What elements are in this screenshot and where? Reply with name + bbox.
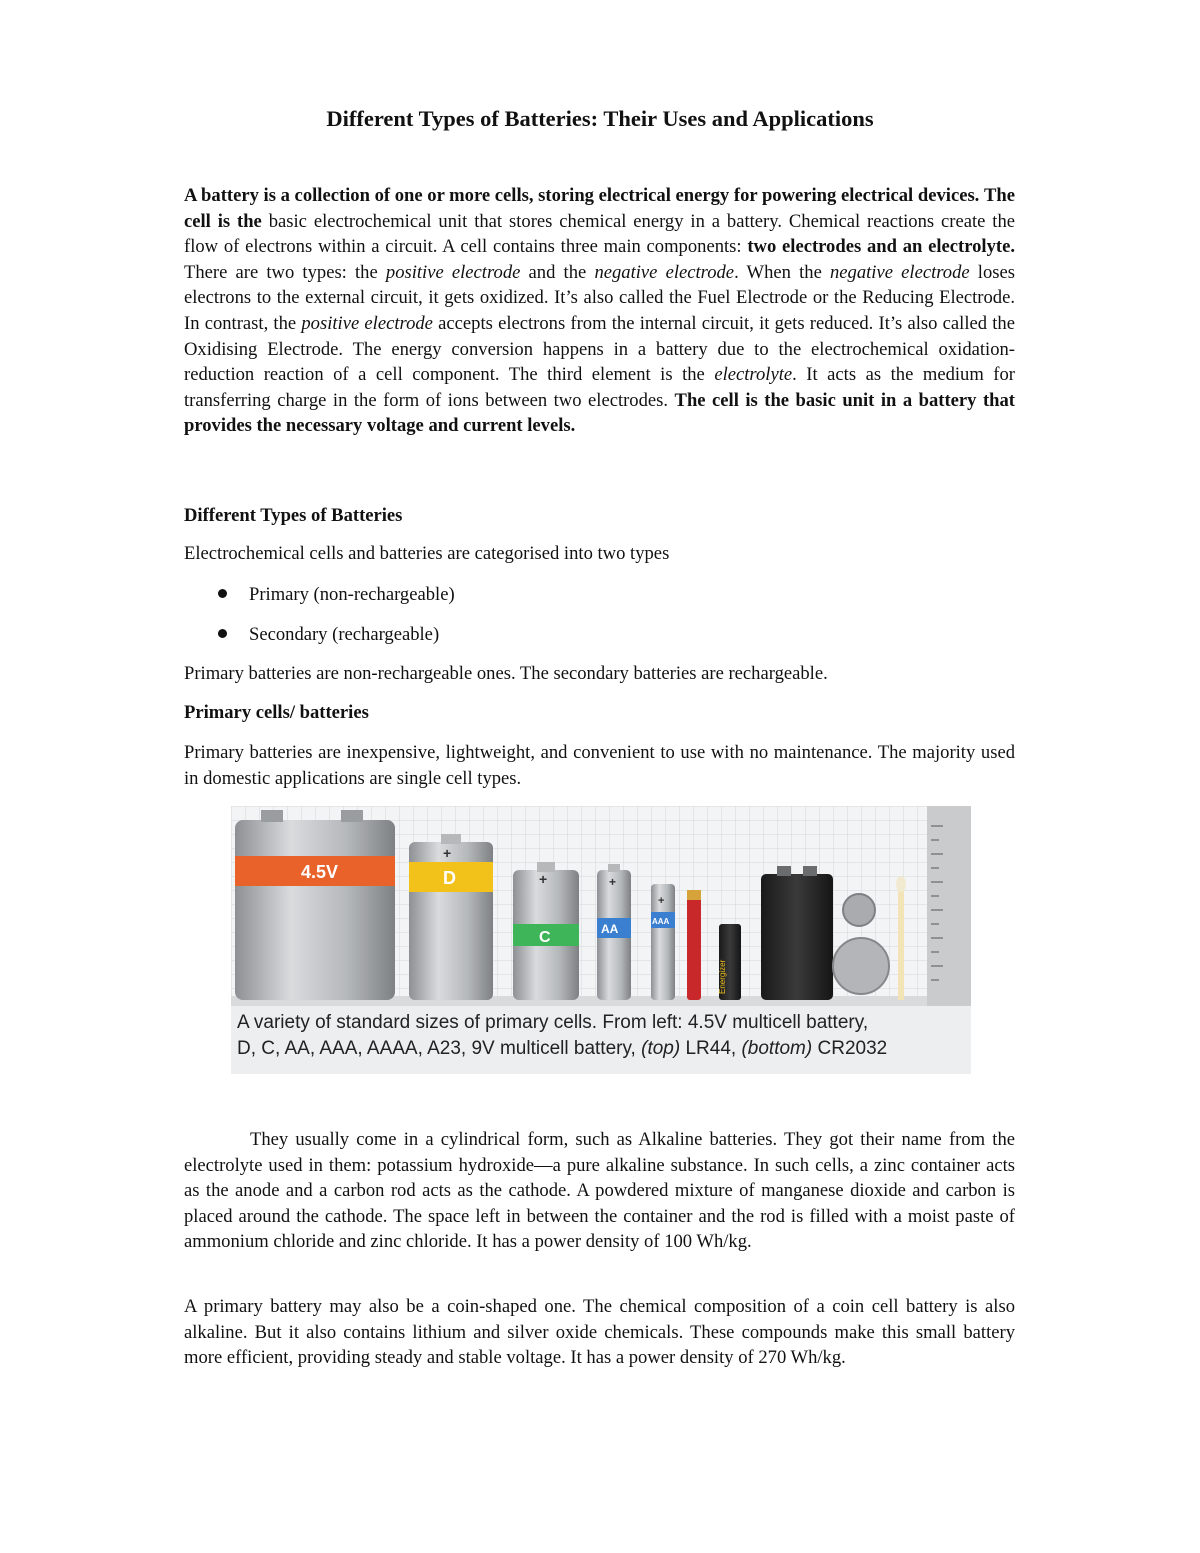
label-plus-aaa: +: [658, 895, 665, 907]
types-heading: Different Types of Batteries: [184, 505, 403, 526]
battery-d: [409, 834, 493, 1000]
battery-aaa: [651, 884, 675, 1000]
list-item: [218, 582, 455, 607]
bullet-icon: [218, 589, 227, 598]
intro-text-7: . It acts as the medium for transferring charge in the form of ions between two electrodes.: [184, 364, 1015, 411]
positive-electrode-term-2: positive electrode: [301, 312, 433, 334]
figure-caption: [237, 1010, 971, 1062]
battery-9v: [761, 866, 833, 1000]
caption-line-2: D, C, AA, AAA, AAAA, A23, 9V multicell battery, (top) LR44, (bottom) CR2032: [237, 1038, 888, 1059]
battery-photo: [231, 806, 971, 1006]
label-brand: Energizer: [718, 959, 727, 994]
label-plus-aa: +: [609, 875, 617, 889]
intro-lead: A battery is a collection of one or more cells, storing electrical energy for powering electrical devices.: [184, 185, 980, 206]
intro-closing: The cell is the basic unit in a battery that provides the necessary voltage and current levels.: [184, 389, 1015, 437]
bullet-icon: [218, 629, 227, 638]
battery-c: [513, 862, 579, 1000]
types-text: Electrochemical cells and batteries are categorised into two types: [184, 543, 670, 564]
intro-text-3: and the: [520, 261, 595, 283]
list-item: [218, 622, 439, 647]
cell-definition-lead: The cell is the: [184, 185, 1016, 232]
battery-aa: [597, 864, 631, 1000]
electrolyte-term: electrolyte: [714, 364, 793, 386]
alkaline-paragraph: They usually come in a cylindrical form, such as Alkaline batteries. They got their name from the electrolyte used in them: potassium hydroxide—a pure alkaline substance. In such cells, a zinc container acts as the anode and a carbon rod acts as the cathode. A powdered mixture of manganese dioxide and carbon is placed around the cathode. The space left in between the container and the rod is filled with a moist paste of ammonium chloride and zinc chloride. It has a power density of 100 Wh/kg.: [184, 1129, 1015, 1253]
intro-text-4: . When the: [734, 261, 830, 283]
coin-paragraph: A primary battery may also be a coin-shaped one. The chemical composition of a coin cell battery is also alkaline. But it also contains lithium and silver oxide chemicals. These compounds make this small battery more efficient, providing steady and stable voltage. It has a power density of 270 Wh/kg.: [184, 1296, 1015, 1369]
label-45v: 4.5V: [301, 862, 339, 882]
label-c: C: [539, 929, 551, 946]
label-plus-d: +: [443, 845, 452, 861]
bullet-text: Primary (non-rechargeable): [249, 584, 455, 605]
label-plus-c: +: [539, 871, 548, 887]
components-bold: two electrodes and an electrolyte.: [747, 236, 1015, 258]
label-d: D: [443, 868, 456, 888]
battery-figure: [231, 806, 971, 1074]
page-title: Different Types of Batteries: Their Uses and Applications: [326, 106, 874, 131]
bullet-text: Secondary (rechargeable): [249, 624, 440, 645]
intro-text-5: loses electrons to the external circuit, it gets oxidized. It’s also called the Fuel Electrode or the Reducing Electrode. In contrast, the: [184, 261, 1015, 334]
coin-lr44: [843, 894, 875, 926]
battery-45v: [235, 810, 395, 1000]
label-aaa: AAA: [652, 917, 670, 926]
battery-a23: [718, 924, 741, 1000]
ruler: [927, 806, 971, 1006]
intro-text-1: basic electrochemical unit that stores chemical energy in a battery. Chemical reactions create the flow of electrons within a circuit. A cell contains three main components:: [184, 210, 1016, 258]
negative-electrode-term: negative electrode: [594, 261, 735, 283]
caption-line-1: A variety of standard sizes of primary cells. From left: 4.5V multicell battery,: [237, 1012, 869, 1033]
types-summary: Primary batteries are non-rechargeable ones. The secondary batteries are rechargeable.: [184, 663, 828, 684]
intro-paragraph: [184, 183, 1015, 439]
coin-cr2032: [833, 938, 889, 994]
battery-aaaa: [687, 890, 701, 1000]
label-aa: AA: [601, 922, 619, 936]
negative-electrode-term-2: negative electrode: [830, 261, 970, 283]
primary-text: Primary batteries are inexpensive, lightweight, and convenient to use with no maintenance. The majority used in domestic applications are single cell types.: [184, 742, 1015, 789]
intro-text-6: accepts electrons from the internal circuit, it gets reduced. It’s also called the Oxidising Electrode. The energy conversion happens in a battery due to the electrochemical oxidation-reduction reaction of a cell component. The third element is the: [184, 312, 1015, 386]
match-stick: [898, 884, 904, 1000]
primary-heading: Primary cells/ batteries: [184, 702, 369, 723]
intro-text-2: There are two types: the: [184, 261, 386, 283]
positive-electrode-term: positive electrode: [385, 261, 521, 283]
